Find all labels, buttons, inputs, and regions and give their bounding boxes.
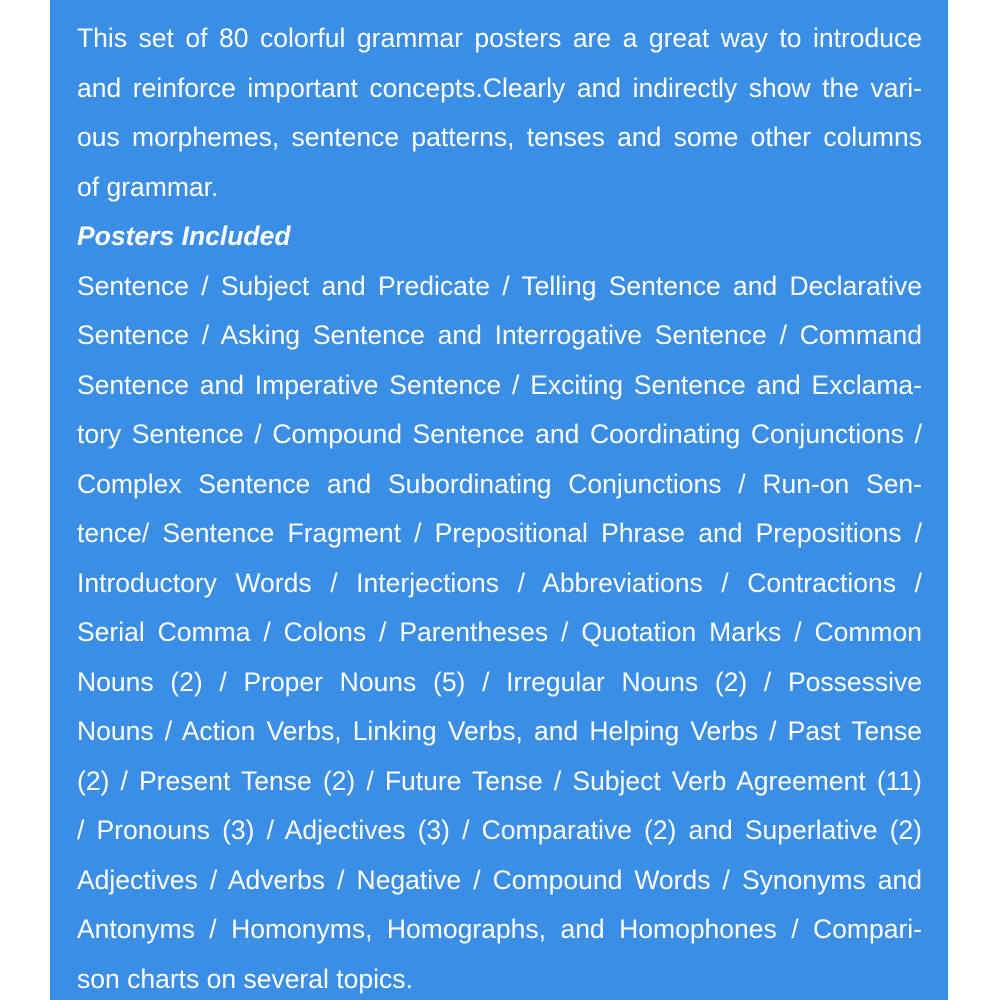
- posters-included-heading: Posters Included: [77, 221, 291, 251]
- poster-list-line: Sentence / Asking Sentence and Interrogative Sentence / Command: [77, 320, 922, 350]
- intro-line: This set of 80 colorful grammar posters are a great way to introduce: [77, 23, 922, 53]
- poster-list-line: Adjectives / Adverbs / Negative / Compound Words / Synonyms and: [77, 864, 922, 895]
- poster-list-line: Serial Comma / Colons / Parentheses / Quotation Marks / Common: [77, 617, 922, 647]
- poster-list-line: Sentence and Imperative Sentence / Exciting Sentence and Exclama-: [77, 369, 922, 400]
- poster-list-line: (2) / Present Tense (2) / Future Tense / Subject Verb Agreement (11): [77, 765, 922, 796]
- intro-line: and reinforce important concepts.Clearly and indirectly show the vari-: [77, 72, 922, 103]
- poster-list-line: Complex Sentence and Subordinating Conjunctions / Run-on Sen-: [77, 468, 922, 499]
- poster-list-line: Nouns (2) / Proper Nouns (5) / Irregular Nouns (2) / Possessive: [77, 666, 922, 697]
- intro-line: ous morphemes, sentence patterns, tenses and some other columns: [77, 122, 922, 152]
- intro-line: of grammar.: [77, 171, 219, 202]
- poster-list-line: son charts on several topics.: [77, 963, 413, 994]
- poster-list-line: Introductory Words / Interjections / Abbreviations / Contractions /: [77, 567, 922, 598]
- poster-list-line: tory Sentence / Compound Sentence and Coordinating Conjunctions /: [77, 419, 922, 449]
- poster-list-line: tence/ Sentence Fragment / Prepositional Phrase and Prepositions /: [77, 518, 922, 548]
- poster-list-line: Nouns / Action Verbs, Linking Verbs, and Helping Verbs / Past Tense: [77, 716, 922, 746]
- poster-list-line: / Pronouns (3) / Adjectives (3) / Comparative (2) and Superlative (2): [77, 815, 922, 845]
- poster-list-line: Sentence / Subject and Predicate / Telling Sentence and Declarative: [77, 270, 922, 301]
- poster-list-line: Antonyms / Homonyms, Homographs, and Homophones / Compari-: [77, 914, 922, 944]
- description-panel: [50, 0, 948, 1000]
